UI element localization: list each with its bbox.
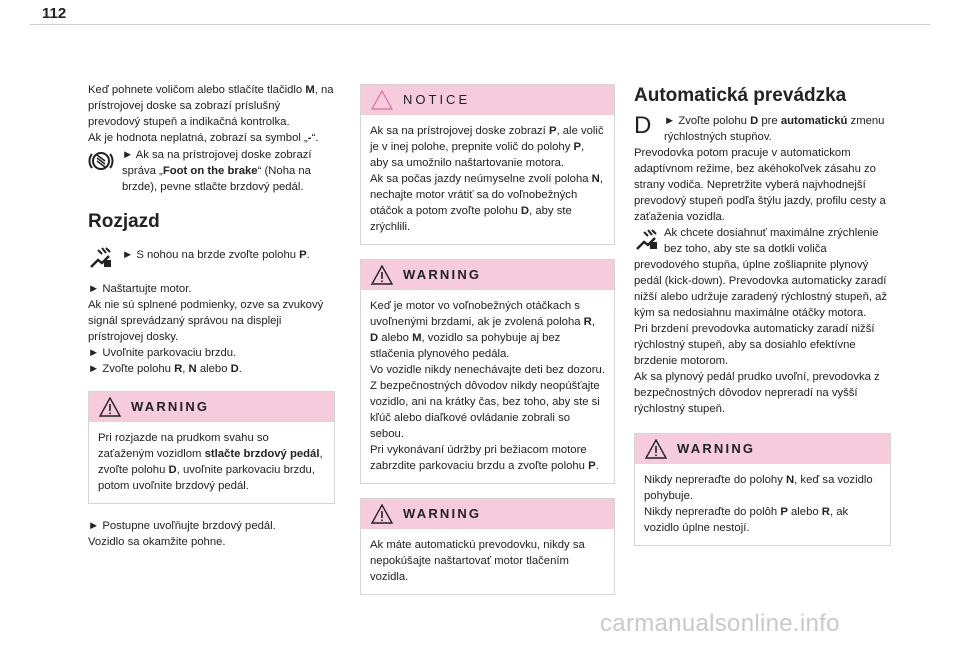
warning-body: Keď je motor vo voľnobežných otáčkach s uvoľnenými brzdami, ak je zvolená poloha R, D alebo M, vozidlo sa pohybuje aj bez stlačenia plynového pedála. Vo vozidle nikdy nenechávajte deti bez dozoru. Z bezpečnostných dôvodov nikdy neopúšťajte vozidlo, ani na krátky čas, bez toho, aby ste si kľúč alebo diaľkové ovládanie zobrali so sebou. Pri vykonávaní údržby pri bežiacom motore zabrzdite parkovaciu brzdu a zvoľte polohu P. (370, 300, 605, 472)
page-number: 112 (42, 5, 67, 22)
warning-body: Ak máte automatickú prevodovku, nikdy sa nepokúšajte naštartovať motor tlačením vozidla. (370, 539, 585, 583)
gear-d-symbol: D (634, 112, 652, 139)
warning-box-push-start (360, 498, 615, 595)
notice-header (361, 85, 614, 115)
paragraph-vehicle-moves: Vozidlo sa okamžite pohne. (88, 536, 226, 548)
notice-box (360, 84, 615, 245)
heading-rozjazd: Rozjazd (88, 211, 160, 232)
warning-triangle-icon (371, 265, 393, 285)
paragraph-select-d: ► Zvoľte polohu D pre automatickú zmenu rýchlostných stupňov. (664, 115, 885, 143)
foot-on-pedal-icon (634, 227, 660, 253)
paragraph-select-p: ► S nohou na brzde zvoľte polohu P. (122, 249, 310, 261)
warning-triangle-icon (371, 504, 393, 524)
warning-title: WARNING (403, 267, 482, 282)
notice-triangle-icon (371, 90, 393, 110)
paragraph-start-engine: ► Naštartujte motor. (88, 283, 192, 295)
watermark: carmanualsonline.info (600, 610, 840, 637)
warning-triangle-icon (99, 397, 121, 417)
notice-body: Ak sa na prístrojovej doske zobrazí P, ale volič je v inej polohe, prepnite volič do polohy P, aby sa umožnilo naštartovanie motora. Ak sa počas jazdy neúmyselne zvolí poloha N, nechajte motor vrátiť sa do voľnobežných otáčok a potom zvoľte polohu D, aby ste zrýchlili. (370, 125, 604, 233)
warning-box-neutral (634, 433, 891, 546)
warning-title: WARNING (403, 506, 482, 521)
paragraph-selector-info: Keď pohnete voličom alebo stlačíte tlačidlo M, na prístrojovej doske sa zobrazí príslušný prevodový stupeň a indikačná kontrolka. Ak je hodnota neplatná, zobrazí sa symbol „-“. (88, 84, 334, 144)
warning-header (635, 434, 890, 464)
warning-header (361, 260, 614, 290)
foot-on-brake-step (88, 243, 335, 271)
warning-header (89, 392, 334, 422)
brake-pedal-warning-icon (88, 148, 114, 174)
foot-on-brake-line (88, 146, 335, 195)
notice-title: NOTICE (403, 92, 471, 107)
paragraph-adaptive-mode: Prevodovka potom pracuje v automatickom adaptívnom režime, bez akéhokoľvek zásahu zo strany vodiča. Nepretržite vyberá najvhodnejší prevodový stupeň podľa štýlu jazdy, profilu cesty a zaťaženia vozidla. (634, 147, 886, 223)
paragraph-kickdown: Ak chcete dosiahnuť maximálne zrýchlenie bez toho, aby ste sa dotkli voliča prevodového stupňa, úplne zošliapnite plynový pedál (kick-down). Prevodovka automaticky zaradí nižší alebo udržuje zaradený rýchlostný stupeň, až kým sa nedosiahnu maximálne otáčky motora. (634, 227, 888, 319)
warning-title: WARNING (677, 441, 756, 456)
column-left (88, 82, 335, 550)
warning-body: Nikdy nepreraďte do polohy N, keď sa vozidlo pohybuje. Nikdy nepreraďte do polôh P alebo R, ak vozidlo úplne nestojí. (644, 474, 873, 534)
column-right (634, 82, 891, 546)
column-middle (360, 84, 615, 595)
paragraph-release-gradually: ► Postupne uvoľňujte brzdový pedál. (88, 520, 276, 532)
paragraph-throttle-release: Ak sa plynový pedál prudko uvoľní, prevodovka z bezpečnostných dôvodov nepreradí na vyšší rýchlostný stupeň. (634, 371, 880, 415)
select-d-line (634, 113, 891, 145)
paragraph-select-rnd: ► Zvoľte polohu R, N alebo D. (88, 363, 242, 375)
paragraph-braking: Pri brzdení prevodovka automaticky zaradí nižší rýchlostný stupeň, aby sa dosiahlo efektívne brzdenie motorom. (634, 323, 875, 367)
kickdown-line (634, 225, 660, 253)
warning-title: WARNING (131, 399, 210, 414)
foot-on-pedal-icon (88, 245, 114, 271)
warning-body: Pri rozjazde na prudkom svahu so zaťaženým vozidlom stlačte brzdový pedál, zvoľte polohu D, uvoľnite parkovaciu brzdu, potom uvoľnite brzdový pedál. (98, 432, 323, 492)
paragraph-conditions: Ak nie sú splnené podmienky, ozve sa zvukový signál sprevádzaný správou na displeji prístrojovej dosky. (88, 299, 324, 343)
paragraph-foot-on-brake: ► Ak sa na prístrojovej doske zobrazí správa „Foot on the brake“ (Noha na brzde), pevne stlačte brzdový pedál. (122, 149, 312, 193)
paragraph-release-brake: ► Uvoľnite parkovaciu brzdu. (88, 347, 237, 359)
warning-box-hill-start (88, 391, 335, 504)
warning-triangle-icon (645, 439, 667, 459)
warning-box-idle (360, 259, 615, 484)
header-divider (30, 24, 930, 25)
heading-automaticka-prevadzka: Automatická prevádzka (634, 85, 847, 106)
warning-header (361, 499, 614, 529)
